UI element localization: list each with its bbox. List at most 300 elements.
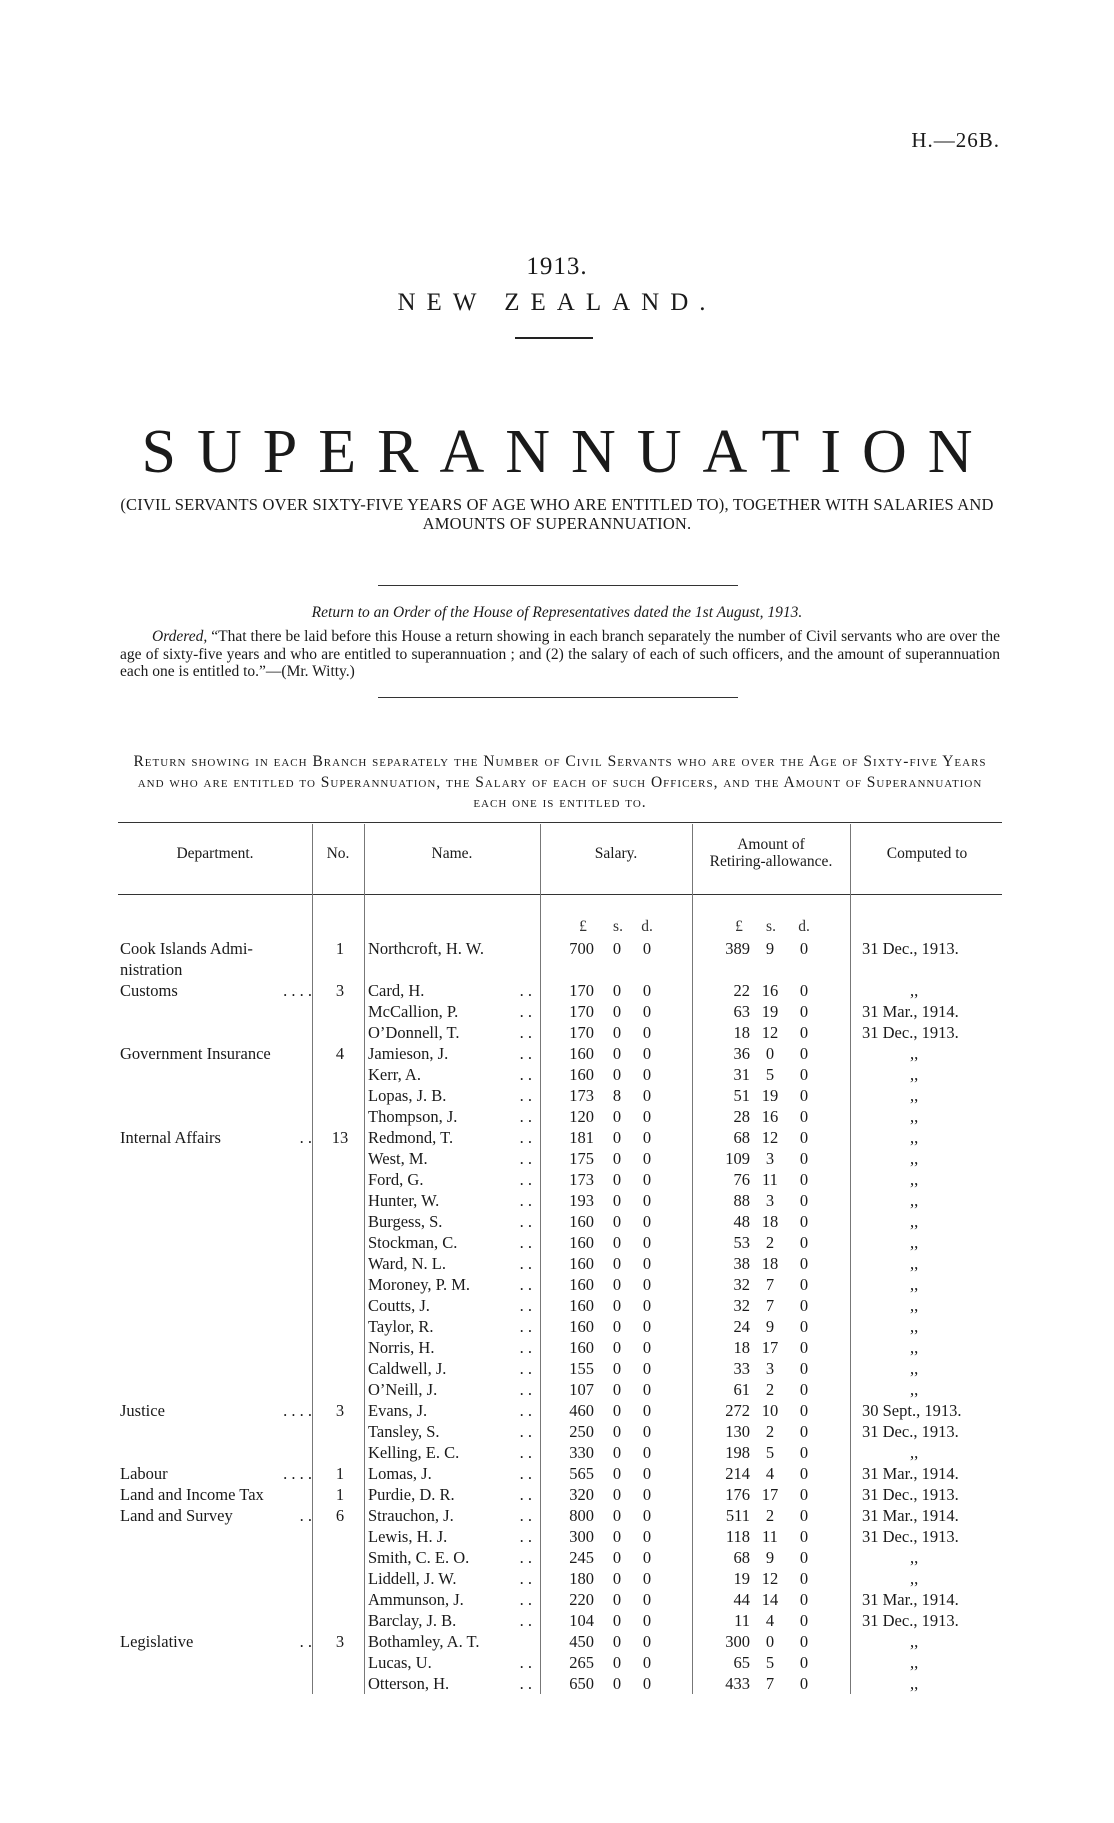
salary-pounds-cell: [546, 1526, 594, 1547]
allowance-pounds-cell-text: 272: [725, 1401, 750, 1420]
name-cell-text: Moroney, P. M.: [368, 1275, 471, 1294]
allowance-pounds-cell-text: 18: [733, 1023, 750, 1042]
computed-to-cell-text: ,,: [910, 1380, 919, 1399]
salary-pounds-cell-text: 460: [569, 1401, 594, 1420]
salary-pence-cell-text: 0: [642, 1002, 652, 1021]
salary-pounds-cell: [546, 1064, 594, 1085]
name-cell-text: Norris, H.: [368, 1338, 435, 1357]
allowance-pounds-cell-text: 118: [725, 1527, 750, 1546]
salary-pence-cell: [633, 1211, 661, 1232]
leader-dots: . .: [519, 1359, 532, 1378]
leader-dots: . .: [519, 1443, 532, 1462]
allowance-pence-cell: [790, 1568, 818, 1589]
allowance-pounds-cell-text: 65: [733, 1653, 750, 1672]
salary-pence-cell: [633, 1673, 661, 1694]
allowance-pence-cell: [790, 1232, 818, 1253]
computed-to-cell: [910, 1379, 1045, 1400]
table-row: [0, 1169, 1114, 1190]
table-row: [0, 1022, 1114, 1043]
table-row: [0, 938, 1114, 959]
count-cell-text: 3: [335, 981, 345, 1000]
table-row: [0, 1106, 1114, 1127]
salary-pence-cell: [633, 1400, 661, 1421]
allowance-pence-cell-text: 0: [799, 1338, 809, 1357]
allowance-shillings-cell: [758, 1358, 782, 1379]
name-cell: [368, 938, 536, 959]
name-cell-text: McCallion, P.: [368, 1002, 459, 1021]
computed-to-cell: [862, 1505, 997, 1526]
salary-shillings-cell: [605, 1526, 629, 1547]
count-cell: [316, 1631, 364, 1652]
name-cell-text: Redmond, T.: [368, 1128, 454, 1147]
name-cell: [368, 1526, 536, 1547]
department-cell: [120, 980, 312, 1001]
name-cell: [368, 1085, 536, 1106]
computed-to-cell: [910, 1316, 1045, 1337]
department-cell-text: Customs: [120, 981, 178, 1000]
allowance-pence-cell-text: 0: [799, 1065, 809, 1084]
salary-shillings-cell-text: 0: [612, 1548, 622, 1567]
salary-shillings-cell: [605, 1442, 629, 1463]
salary-pence-cell: [633, 1505, 661, 1526]
salary-shillings-cell: [605, 1316, 629, 1337]
department-cell: [120, 1463, 312, 1484]
salary-pounds-cell-text: 265: [569, 1653, 594, 1672]
allowance-shillings-unit: s.: [766, 918, 776, 935]
allowance-pence-cell-text: 0: [799, 1527, 809, 1546]
salary-pounds-cell: [546, 1547, 594, 1568]
salary-shillings-cell-text: 0: [612, 1275, 622, 1294]
allowance-shillings-cell: [758, 1253, 782, 1274]
allowance-pence-cell: [790, 1610, 818, 1631]
table-row: [0, 1148, 1114, 1169]
salary-pence-cell: [633, 1631, 661, 1652]
salary-shillings-cell-text: 0: [612, 1296, 622, 1315]
salary-pence-cell: [633, 1547, 661, 1568]
allowance-pence-cell-text: 0: [799, 1233, 809, 1252]
computed-to-cell: [910, 1085, 1045, 1106]
allowance-pence-cell-text: 0: [799, 1464, 809, 1483]
allowance-pence-cell-text: 0: [799, 1107, 809, 1126]
salary-pounds-cell-text: 170: [569, 1002, 594, 1021]
computed-to-cell-text: ,,: [910, 1149, 919, 1168]
leader-dots: . .: [519, 1506, 532, 1525]
allowance-pence-cell: [790, 1484, 818, 1505]
computed-to-cell: [910, 1358, 1045, 1379]
allowance-pounds-cell-text: 18: [733, 1338, 750, 1357]
salary-pence-cell: [633, 1484, 661, 1505]
computed-to-cell: [910, 1169, 1045, 1190]
salary-pounds-cell: [546, 1148, 594, 1169]
allowance-pounds-cell: [700, 1127, 750, 1148]
allowance-pence-cell-text: 0: [799, 1128, 809, 1147]
header-allowance: [694, 836, 848, 870]
name-cell-text: Ford, G.: [368, 1170, 424, 1189]
count-cell-text: 6: [335, 1506, 345, 1525]
department-cell-text: Land and Income Tax: [120, 1485, 264, 1504]
allowance-pence-cell: [790, 1274, 818, 1295]
salary-pounds-cell: [546, 938, 594, 959]
allowance-pounds-cell: [700, 1316, 750, 1337]
computed-to-cell-text: ,,: [910, 1653, 919, 1672]
salary-pounds-cell: [546, 1085, 594, 1106]
allowance-pounds-unit: £: [735, 918, 743, 935]
count-cell-text: 3: [335, 1401, 345, 1420]
department-cell-text: Labour: [120, 1464, 168, 1483]
allowance-shillings-cell-text: 2: [765, 1380, 775, 1399]
table-row: [0, 980, 1114, 1001]
allowance-pence-cell-text: 0: [799, 981, 809, 1000]
allowance-shillings-cell-text: 19: [761, 1002, 779, 1021]
computed-to-cell-text: 31 Dec., 1913.: [862, 1611, 959, 1630]
computed-to-cell-text: ,,: [910, 1275, 919, 1294]
leader-dots: . .: [519, 1002, 532, 1021]
allowance-pounds-cell-text: 68: [733, 1128, 750, 1147]
salary-shillings-cell-text: 8: [612, 1086, 622, 1105]
order-text: “That there be laid before this House a return showing in each branch separately the number of Civil servants who are over the age of sixty-five years and who are entitled to superannuation ; and (2) the salary of each of such officers, and the amount of superannuation each one is entitled to.”—(Mr. Witty.): [120, 628, 1001, 680]
salary-shillings-cell-text: 0: [612, 1254, 622, 1273]
leader-dots: . .: [299, 1128, 312, 1147]
computed-to-cell: [862, 1610, 997, 1631]
salary-shillings-cell: [605, 1064, 629, 1085]
allowance-pounds-cell-text: 24: [733, 1317, 750, 1336]
allowance-shillings-cell: [758, 1064, 782, 1085]
name-cell: [368, 1211, 536, 1232]
salary-pence-cell: [633, 1421, 661, 1442]
salary-pence-cell-text: 0: [642, 1107, 652, 1126]
salary-pence-cell: [633, 1379, 661, 1400]
salary-pence-cell: [633, 1190, 661, 1211]
name-cell: [368, 1316, 536, 1337]
name-cell: [368, 1106, 536, 1127]
allowance-shillings-cell: [758, 1568, 782, 1589]
salary-pence-cell: [633, 1610, 661, 1631]
salary-pounds-cell-text: 173: [569, 1086, 594, 1105]
allowance-pence-cell-text: 0: [799, 1506, 809, 1525]
computed-to-cell: [862, 1526, 997, 1547]
computed-to-cell-text: 31 Mar., 1914.: [862, 1464, 959, 1483]
salary-shillings-cell-text: 0: [612, 1191, 622, 1210]
salary-shillings-cell-text: 0: [612, 1653, 622, 1672]
allowance-shillings-cell-text: 9: [765, 939, 775, 958]
country-heading: NEW ZEALAND.: [397, 289, 717, 316]
leader-dots: . .: [519, 1464, 532, 1483]
allowance-pounds-cell: [700, 1085, 750, 1106]
leader-dots: . .: [519, 1296, 532, 1315]
computed-to-cell-text: 30 Sept., 1913.: [862, 1401, 962, 1420]
allowance-shillings-cell-text: 12: [761, 1023, 779, 1042]
computed-to-cell-text: 31 Mar., 1914.: [862, 1590, 959, 1609]
salary-shillings-cell: [605, 1421, 629, 1442]
salary-shillings-cell: [605, 1610, 629, 1631]
allowance-pence-cell-text: 0: [799, 1590, 809, 1609]
name-cell-text: O’Neill, J.: [368, 1380, 438, 1399]
name-cell: [368, 1169, 536, 1190]
salary-pounds-cell: [546, 1022, 594, 1043]
salary-pounds-cell: [546, 1505, 594, 1526]
allowance-shillings-cell: [758, 1148, 782, 1169]
allowance-pence-cell: [790, 1022, 818, 1043]
salary-shillings-cell: [605, 1043, 629, 1064]
salary-shillings-cell: [605, 1568, 629, 1589]
salary-shillings-cell-text: 0: [612, 1632, 622, 1651]
allowance-pence-cell: [790, 1463, 818, 1484]
computed-to-cell-text: 31 Dec., 1913.: [862, 1485, 959, 1504]
salary-shillings-cell-text: 0: [612, 1485, 622, 1504]
allowance-shillings-cell-text: 19: [761, 1086, 779, 1105]
leader-dots: . .: [519, 1317, 532, 1336]
allowance-pence-cell: [790, 1253, 818, 1274]
allowance-pounds-cell: [700, 1421, 750, 1442]
allowance-pence-cell: [790, 1421, 818, 1442]
allowance-pounds-cell: [700, 1106, 750, 1127]
department-cell-text: Internal Affairs: [120, 1128, 221, 1147]
computed-to-cell: [910, 1568, 1045, 1589]
salary-shillings-cell-text: 0: [612, 1317, 622, 1336]
salary-pounds-cell-text: 104: [569, 1611, 594, 1630]
leader-dots: . .: [519, 1275, 532, 1294]
salary-shillings-cell: [605, 1400, 629, 1421]
salary-pence-cell: [633, 938, 661, 959]
salary-pounds-cell: [546, 1274, 594, 1295]
department-cell-text: Cook Islands Admi-: [120, 939, 253, 958]
allowance-shillings-cell-text: 11: [762, 1527, 778, 1546]
allowance-pounds-cell-text: 51: [733, 1086, 750, 1105]
leader-dots: . .: [519, 981, 532, 1000]
salary-pence-cell-text: 0: [642, 1275, 652, 1294]
name-cell: [368, 1127, 536, 1148]
department-cell: [120, 1043, 312, 1064]
allowance-pounds-cell-text: 109: [725, 1149, 750, 1168]
allowance-pence-cell: [790, 1337, 818, 1358]
salary-pence-cell: [633, 1316, 661, 1337]
department-cell-text: Land and Survey: [120, 1506, 233, 1525]
allowance-pence-cell-text: 0: [799, 1317, 809, 1336]
allowance-pounds-cell: [700, 1358, 750, 1379]
allowance-pounds-cell-text: 63: [733, 1002, 750, 1021]
salary-pence-cell-text: 0: [642, 1023, 652, 1042]
department-cell: [120, 1127, 312, 1148]
leader-dots: . . . .: [283, 1464, 312, 1483]
salary-shillings-cell-text: 0: [612, 981, 622, 1000]
salary-pounds-cell-text: 160: [569, 1338, 594, 1357]
allowance-shillings-cell-text: 16: [761, 1107, 779, 1126]
salary-pence-cell-text: 0: [642, 1506, 652, 1525]
salary-shillings-cell: [605, 1106, 629, 1127]
table-row: [0, 1589, 1114, 1610]
computed-to-cell: [862, 1400, 997, 1421]
order-heading: Return to an Order of the House of Representatives dated the 1st August, 1913.: [311, 604, 803, 621]
salary-shillings-cell: [605, 1337, 629, 1358]
allowance-pence-cell-text: 0: [799, 1674, 809, 1693]
salary-shillings-cell-text: 0: [612, 1443, 622, 1462]
allowance-pounds-cell: [700, 1148, 750, 1169]
leader-dots: . .: [519, 1338, 532, 1357]
salary-shillings-cell: [605, 1358, 629, 1379]
name-cell: [368, 1337, 536, 1358]
allowance-pounds-cell-text: 198: [725, 1443, 750, 1462]
allowance-pounds-cell-text: 88: [733, 1191, 750, 1210]
salary-pence-cell-text: 0: [642, 1170, 652, 1189]
department-cell: [120, 1631, 312, 1652]
leader-dots: . .: [519, 1149, 532, 1168]
allowance-pence-cell-text: 0: [799, 1653, 809, 1672]
salary-pounds-cell: [546, 1442, 594, 1463]
allowance-pounds-cell-text: 76: [733, 1170, 750, 1189]
salary-pounds-cell-text: 565: [569, 1464, 594, 1483]
computed-to-cell-text: ,,: [910, 1170, 919, 1189]
allowance-shillings-cell: [758, 1022, 782, 1043]
allowance-pounds-cell-text: 300: [725, 1632, 750, 1651]
allowance-pounds-cell: [700, 1337, 750, 1358]
allowance-pence-cell: [790, 1106, 818, 1127]
allowance-pence-unit: d.: [798, 918, 810, 935]
allowance-shillings-cell-text: 10: [761, 1401, 779, 1420]
computed-to-cell-text: 31 Dec., 1913.: [862, 1527, 959, 1546]
allowance-pence-cell-text: 0: [799, 1401, 809, 1420]
allowance-pounds-cell-text: 19: [733, 1569, 750, 1588]
allowance-pounds-cell-text: 433: [725, 1674, 750, 1693]
name-cell-text: Evans, J.: [368, 1401, 428, 1420]
salary-shillings-cell: [605, 1169, 629, 1190]
allowance-pounds-cell: [700, 1463, 750, 1484]
count-cell: [316, 1484, 364, 1505]
order-paragraph: [120, 628, 1000, 681]
allowance-pounds-cell-text: 511: [725, 1506, 750, 1525]
salary-pounds-cell: [546, 1211, 594, 1232]
salary-pounds-cell-text: 330: [569, 1443, 594, 1462]
salary-pounds-cell: [546, 1169, 594, 1190]
name-cell: [368, 1421, 536, 1442]
salary-shillings-cell-text: 0: [612, 1044, 622, 1063]
allowance-pence-cell-text: 0: [799, 1191, 809, 1210]
leader-dots: . .: [519, 1674, 532, 1693]
salary-pence-cell: [633, 1337, 661, 1358]
name-cell-text: Coutts, J.: [368, 1296, 430, 1315]
name-cell-text: Taylor, R.: [368, 1317, 434, 1336]
computed-to-cell-text: ,,: [910, 1569, 919, 1588]
salary-shillings-cell: [605, 1652, 629, 1673]
computed-to-cell-text: ,,: [910, 1674, 919, 1693]
salary-pence-cell-text: 0: [642, 1296, 652, 1315]
allowance-pence-cell-text: 0: [799, 1296, 809, 1315]
allowance-pounds-cell: [700, 1484, 750, 1505]
allowance-shillings-cell: [758, 1547, 782, 1568]
allowance-shillings-cell-text: 3: [765, 1191, 775, 1210]
table-row: [0, 1505, 1114, 1526]
name-cell: [368, 1589, 536, 1610]
salary-pounds-cell: [546, 980, 594, 1001]
salary-shillings-cell: [605, 1463, 629, 1484]
salary-pence-cell-text: 0: [642, 1359, 652, 1378]
allowance-shillings-cell-text: 3: [765, 1149, 775, 1168]
computed-to-cell: [862, 938, 997, 959]
allowance-pence-cell-text: 0: [799, 1023, 809, 1042]
leader-dots: . . . .: [283, 981, 312, 1000]
salary-pence-cell-text: 0: [642, 1044, 652, 1063]
salary-pence-cell: [633, 1589, 661, 1610]
name-cell-text: Lomas, J.: [368, 1464, 432, 1483]
computed-to-cell-text: ,,: [910, 1254, 919, 1273]
allowance-shillings-cell-text: 4: [765, 1611, 775, 1630]
name-cell-text: Lucas, U.: [368, 1653, 432, 1672]
table-row: [0, 1043, 1114, 1064]
table-row: [0, 1211, 1114, 1232]
computed-to-cell-text: ,,: [910, 1317, 919, 1336]
allowance-shillings-cell: [758, 1169, 782, 1190]
name-cell-text: Caldwell, J.: [368, 1359, 447, 1378]
divider-short: [515, 337, 593, 339]
computed-to-cell-text: ,,: [910, 981, 919, 1000]
computed-to-cell: [910, 1631, 1045, 1652]
name-cell: [368, 1547, 536, 1568]
table-row: [0, 1442, 1114, 1463]
allowance-shillings-cell: [758, 1085, 782, 1106]
allowance-pounds-cell-text: 48: [733, 1212, 750, 1231]
computed-to-cell: [910, 1232, 1045, 1253]
allowance-pence-cell: [790, 1400, 818, 1421]
name-cell-text: Northcroft, H. W.: [368, 939, 484, 958]
salary-pence-cell-text: 0: [642, 1212, 652, 1231]
salary-pence-cell: [633, 1022, 661, 1043]
salary-pounds-cell-text: 160: [569, 1065, 594, 1084]
name-cell: [368, 1148, 536, 1169]
name-cell-text: Ammunson, J.: [368, 1590, 464, 1609]
salary-pounds-cell: [546, 1337, 594, 1358]
salary-pounds-cell-text: 250: [569, 1422, 594, 1441]
salary-pence-cell-text: 0: [642, 1611, 652, 1630]
name-cell: [368, 1568, 536, 1589]
header-name: Name.: [431, 845, 473, 862]
salary-pence-cell-text: 0: [642, 1338, 652, 1357]
allowance-shillings-cell-text: 7: [765, 1275, 775, 1294]
salary-pounds-cell: [546, 1463, 594, 1484]
salary-pence-cell: [633, 1085, 661, 1106]
year: 1913.: [526, 253, 588, 280]
table-row: [0, 1232, 1114, 1253]
header-allowance-line2: Retiring-allowance.: [709, 853, 833, 870]
salary-pence-cell: [633, 1652, 661, 1673]
salary-pounds-cell: [546, 1316, 594, 1337]
allowance-pounds-cell: [700, 1568, 750, 1589]
salary-pounds-unit: £: [579, 918, 587, 935]
table-row: [0, 1421, 1114, 1442]
divider-lower: [378, 697, 738, 698]
salary-shillings-cell: [605, 1484, 629, 1505]
salary-pounds-cell-text: 160: [569, 1233, 594, 1252]
salary-pence-cell-text: 0: [642, 1233, 652, 1252]
salary-pounds-cell-text: 245: [569, 1548, 594, 1567]
allowance-pounds-cell: [700, 1673, 750, 1694]
salary-shillings-cell: [605, 1211, 629, 1232]
allowance-shillings-cell: [758, 1232, 782, 1253]
table-row: [0, 1568, 1114, 1589]
allowance-pounds-cell: [700, 1274, 750, 1295]
name-cell: [368, 1022, 536, 1043]
department-cell: [120, 1400, 312, 1421]
allowance-shillings-cell-text: 3: [765, 1359, 775, 1378]
salary-shillings-cell: [605, 1148, 629, 1169]
salary-pence-cell-text: 0: [642, 1548, 652, 1567]
name-cell: [368, 1232, 536, 1253]
table-row: [0, 1463, 1114, 1484]
computed-to-cell-text: 31 Dec., 1913.: [862, 1023, 959, 1042]
name-cell: [368, 1463, 536, 1484]
salary-pounds-cell-text: 160: [569, 1317, 594, 1336]
allowance-shillings-cell-text: 17: [761, 1485, 779, 1504]
allowance-pounds-cell-text: 22: [733, 981, 750, 1000]
allowance-shillings-cell-text: 5: [765, 1653, 775, 1672]
